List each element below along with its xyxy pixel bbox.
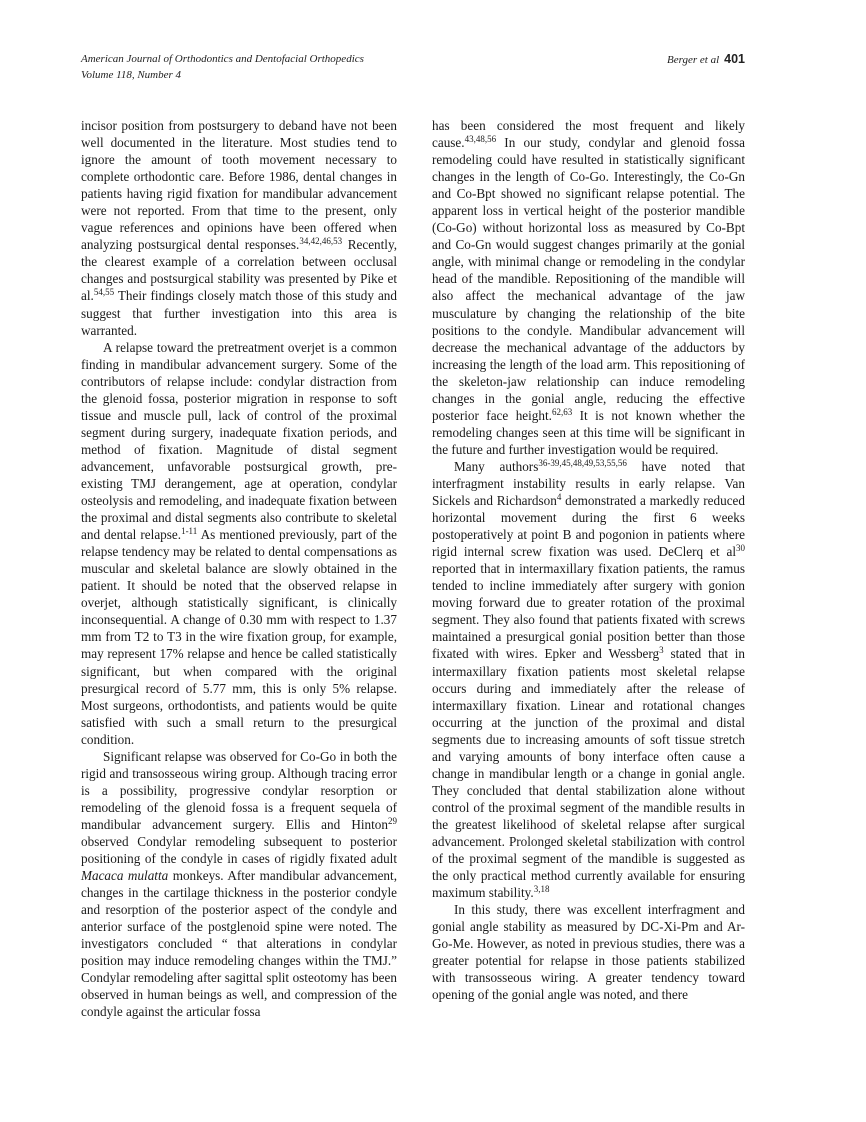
journal-title: American Journal of Orthodontics and Dentofacial Orthopedics xyxy=(81,53,364,65)
species-name: Macaca mulatta xyxy=(81,868,169,884)
paragraph xyxy=(81,339,397,748)
paragraph xyxy=(81,748,397,1021)
citation: 30 xyxy=(736,543,745,554)
text-run: In our study, condylar and glenoid fossa remodeling could have resulted in statistically significant changes in the length of Co-Go. Interestingly, the Co-Gn and Co-Bpt showed no significant relapse potential. The apparent loss in vertical height of the posterior mandible (Co-Go) without horizontal loss as measured by Co-Bpt and Co-Gn would suggest changes primarily at the gonial angle, with minimal change or remodeling in the condylar head of the mandible. Repositioning of the mandible will also affect the mechanical advantage of the jaw musculature by changing the relationship of the bite positions to the condyle. Mandibular advancement will decrease the mechanical advantage of the adductors by increasing the length of the load arm. This repositioning of the skeleton-jaw relationship can induce remodeling changes in the gonial angle, reducing the effective posterior face height. xyxy=(432,135,745,423)
text-run: reported that in intermaxillary fixation patients, the ramus tended to incline immediately after surgery with gonion moving forward due to greater rotation of the proximal segment. They also found that patients fixated with screws maintained a presurgical gonial position better than those fixated with wires. Epker and Wessberg xyxy=(432,561,745,662)
text-run: A relapse toward the pretreatment overjet is a common finding in mandibular advancement surgery. Some of the contributors of relapse include: condylar distraction from the glenoid fossa, posterior migration in response to soft tissue and muscle pull, lack of control of the proximal segment during surgery, inadequate fixation periods, and method of fixation. Magnitude of distal segment advancement, unfavorable postsurgical growth, pre-existing TMJ derangement, age at operation, condylar osteolysis and remodeling, and inadequate fixation between the proximal and distal segments also contribute to skeletal and dental relapse. xyxy=(81,339,397,543)
citation: 3 xyxy=(659,645,664,656)
text-run: has been considered the most frequent and likely cause. xyxy=(432,118,745,151)
text-run: In this study, there was excellent interfragment and gonial angle stability as measured by DC-Xi-Pm and Ar-Go-Me. However, as noted in previous studies, there was a greater potential for relapse in those patients stabilized with transosseous wiring. A greater tendency toward opening of the gonial angle was noted, and there xyxy=(432,902,745,1003)
text-run: Recently, the clearest example of a correlation between occlusal changes and postsurgical stability was presented by Pike et al. xyxy=(81,237,397,304)
journal-info xyxy=(81,51,364,83)
citation: 43,48,56 xyxy=(464,134,497,145)
text-run: monkeys. After mandibular advancement, changes in the cartilage thickness in the posterior condyle and resorption of the posterior aspect of the condyle and anterior surface of the postglenoid spine were noted. The investigators concluded “ that alterations in condylar position may induce remodeling changes within the TMJ.” Condylar remodeling after sagittal split osteotomy has been observed in human beings as well, and compression of the condyle against the articular fossa xyxy=(81,868,397,1020)
citation: 1-11 xyxy=(181,526,198,537)
citation: 54,55 xyxy=(93,287,115,298)
citation: 34,42,46,53 xyxy=(299,236,343,247)
citation: 62,63 xyxy=(551,406,573,417)
paragraph xyxy=(432,117,745,458)
citation: 3,18 xyxy=(533,884,550,895)
citation: 4 xyxy=(556,492,562,503)
left-column xyxy=(81,117,397,1020)
paragraph xyxy=(432,901,745,1003)
text-run: It is not known whether the remodeling changes seen at this time will be significant in the future and further investigation would be required. xyxy=(432,407,746,457)
text-run: stated that in intermaxillary fixation patients most skeletal relapse occurs during and immediately after the release of intermaxillary fixation. Linear and rotational changes occurring at the junction of the proximal and distal segments due to increasing amounts of soft tissue stretch and varying amounts of bony interface often cause a change in mandibular length or a change in gonial angle. They concluded that dental stabilization alone without control of the proximal segment of the mandible results in the greatest likelihood of skeletal relapse after surgical advancement. Prolonged skeletal stabilization with control of the proximal segment of the mandible is suggested as the only practical method currently available for ensuring maximum stability. xyxy=(432,646,745,901)
text-run: As mentioned previously, part of the relapse tendency may be related to dental compensations as muscular and skeletal balance are slowly obtained in the patient. It should be noted that the observed relapse in overjet, although statistically significant, is clinically inconsequential. A change of 0.30 mm with respect to 1.37 mm from T2 to T3 in the wire fixation group, for example, may represent 17% relapse and hence be called statistically significant, but when compared with the original presurgical record of 5.77 mm, this is only 5% relapse. Most surgeons, orthodontists, and patients would be quite satisfied with such a small return to the presurgical condition. xyxy=(81,527,397,747)
journal-volume: Volume 118, Number 4 xyxy=(81,69,182,81)
author-page xyxy=(667,51,745,68)
text-run: Their findings closely match those of this study and suggest that further investigation into this area is warranted. xyxy=(81,288,397,338)
paragraph xyxy=(81,117,397,339)
paragraph xyxy=(432,458,745,901)
text-run: Significant relapse was observed for Co-Go in both the rigid and transosseous wiring group. Although tracing error is a possibility, progressive condylar resorption or remodeling of the glenoid fossa is a frequent sequela of mandibular advancement surgery. Ellis and Hinton xyxy=(81,748,397,832)
citation: 29 xyxy=(388,815,397,826)
running-authors: Berger et al xyxy=(667,54,720,66)
text-run: incisor position from postsurgery to deband have not been well documented in the literature. Most studies tend to ignore the amount of tooth movement necessary to complete orthodontic care. Before 1986, dental changes in patients having rigid fixation for mandibular advancement were not reported. From that time to the present, only vague references and opinions have been offered when analyzing postsurgical dental responses. xyxy=(81,118,397,253)
page-number: 401 xyxy=(724,52,745,66)
text-run: Many authors xyxy=(454,458,539,474)
text-run: demonstrated a markedly reduced horizontal movement during the first 6 weeks postoperatively at point B and pogonion in patients where rigid internal screw fixation was used. DeClerq et al xyxy=(432,493,745,560)
text-run: have noted that interfragment instability results in early relapse. Van Sickels and Richardson xyxy=(432,458,745,509)
citation: 36-39,45,48,49,53,55,56 xyxy=(538,457,627,468)
right-column xyxy=(432,117,745,1003)
text-run: observed Condylar remodeling subsequent to posterior positioning of the condyle in cases of rigidly fixated adult xyxy=(81,833,397,867)
